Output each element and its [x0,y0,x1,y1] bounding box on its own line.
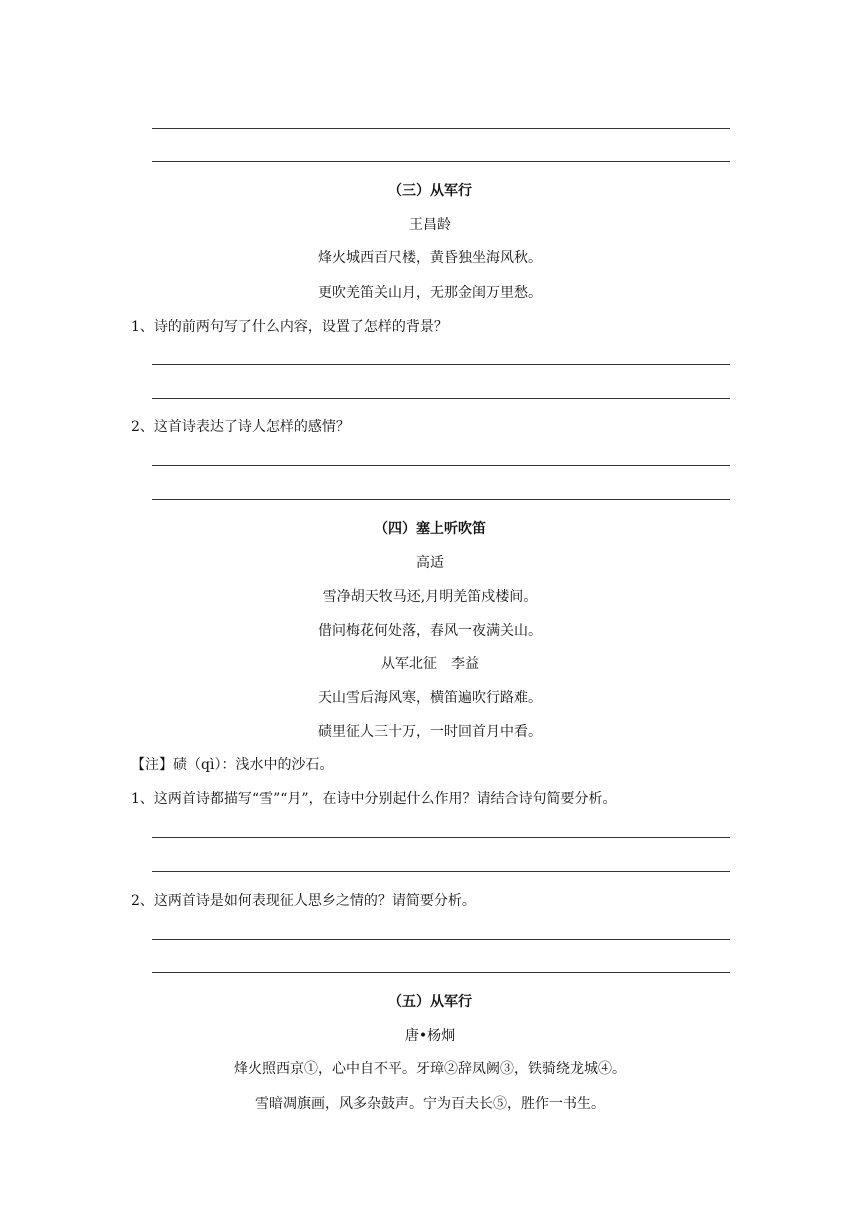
section-3-question-1: 1、诗的前两句写了什么内容，设置了怎样的背景？ [131,319,448,335]
answer-line [152,398,730,399]
section-3-question-2: 2、这首诗表达了诗人怎样的感情？ [131,419,350,435]
answer-line [152,871,730,872]
section-5-poem-line: 烽火照西京①，心中自不平。牙璋②辞凤阙③，铁骑绕龙城④。 [234,1061,626,1077]
answer-line [152,939,730,940]
section-4-poem2-line: 碛里征人三十万，一时回首月中看。 [318,724,542,740]
answer-line [152,837,730,838]
answer-line [152,161,730,162]
section-4-title: （四）塞上听吹笛 [374,521,486,537]
section-4-poem2-line: 天山雪后海风寒，横笛遍吹行路难。 [318,690,542,706]
section-4-question-1: 1、这两首诗都描写“雪”“月”，在诗中分别起什么作用？请结合诗句简要分析。 [131,791,617,807]
answer-line [152,128,730,129]
answer-line [152,972,730,973]
section-4-poem2-title: 从军北征 李益 [381,656,479,672]
section-5-poem-line: 雪暗凋旗画，风多杂鼓声。宁为百夫长⑤，胜作一书生。 [255,1096,605,1112]
section-4-note: 【注】碛（qì）：浅水中的沙石。 [131,757,334,773]
section-5-author: 唐•杨炯 [404,1028,456,1044]
section-5-title: （五）从军行 [388,994,472,1010]
section-3-poem-line: 烽火城西百尺楼，黄昏独坐海风秋。 [318,250,542,266]
section-3-poem-line: 更吹羌笛关山月，无那金闺万里愁。 [318,285,542,301]
section-4-poem-line: 雪净胡天牧马还,月明羌笛戍楼间。 [322,589,538,605]
section-4-question-2: 2、这两首诗是如何表现征人思乡之情的？请简要分析。 [131,893,476,909]
section-4-poem-line: 借问梅花何处落，春风一夜满关山。 [318,623,542,639]
section-3-author: 王昌龄 [409,217,451,233]
section-3-title: （三）从军行 [388,183,472,199]
answer-line [152,364,730,365]
answer-line [152,465,730,466]
section-4-author: 高适 [416,555,444,571]
answer-line [152,499,730,500]
